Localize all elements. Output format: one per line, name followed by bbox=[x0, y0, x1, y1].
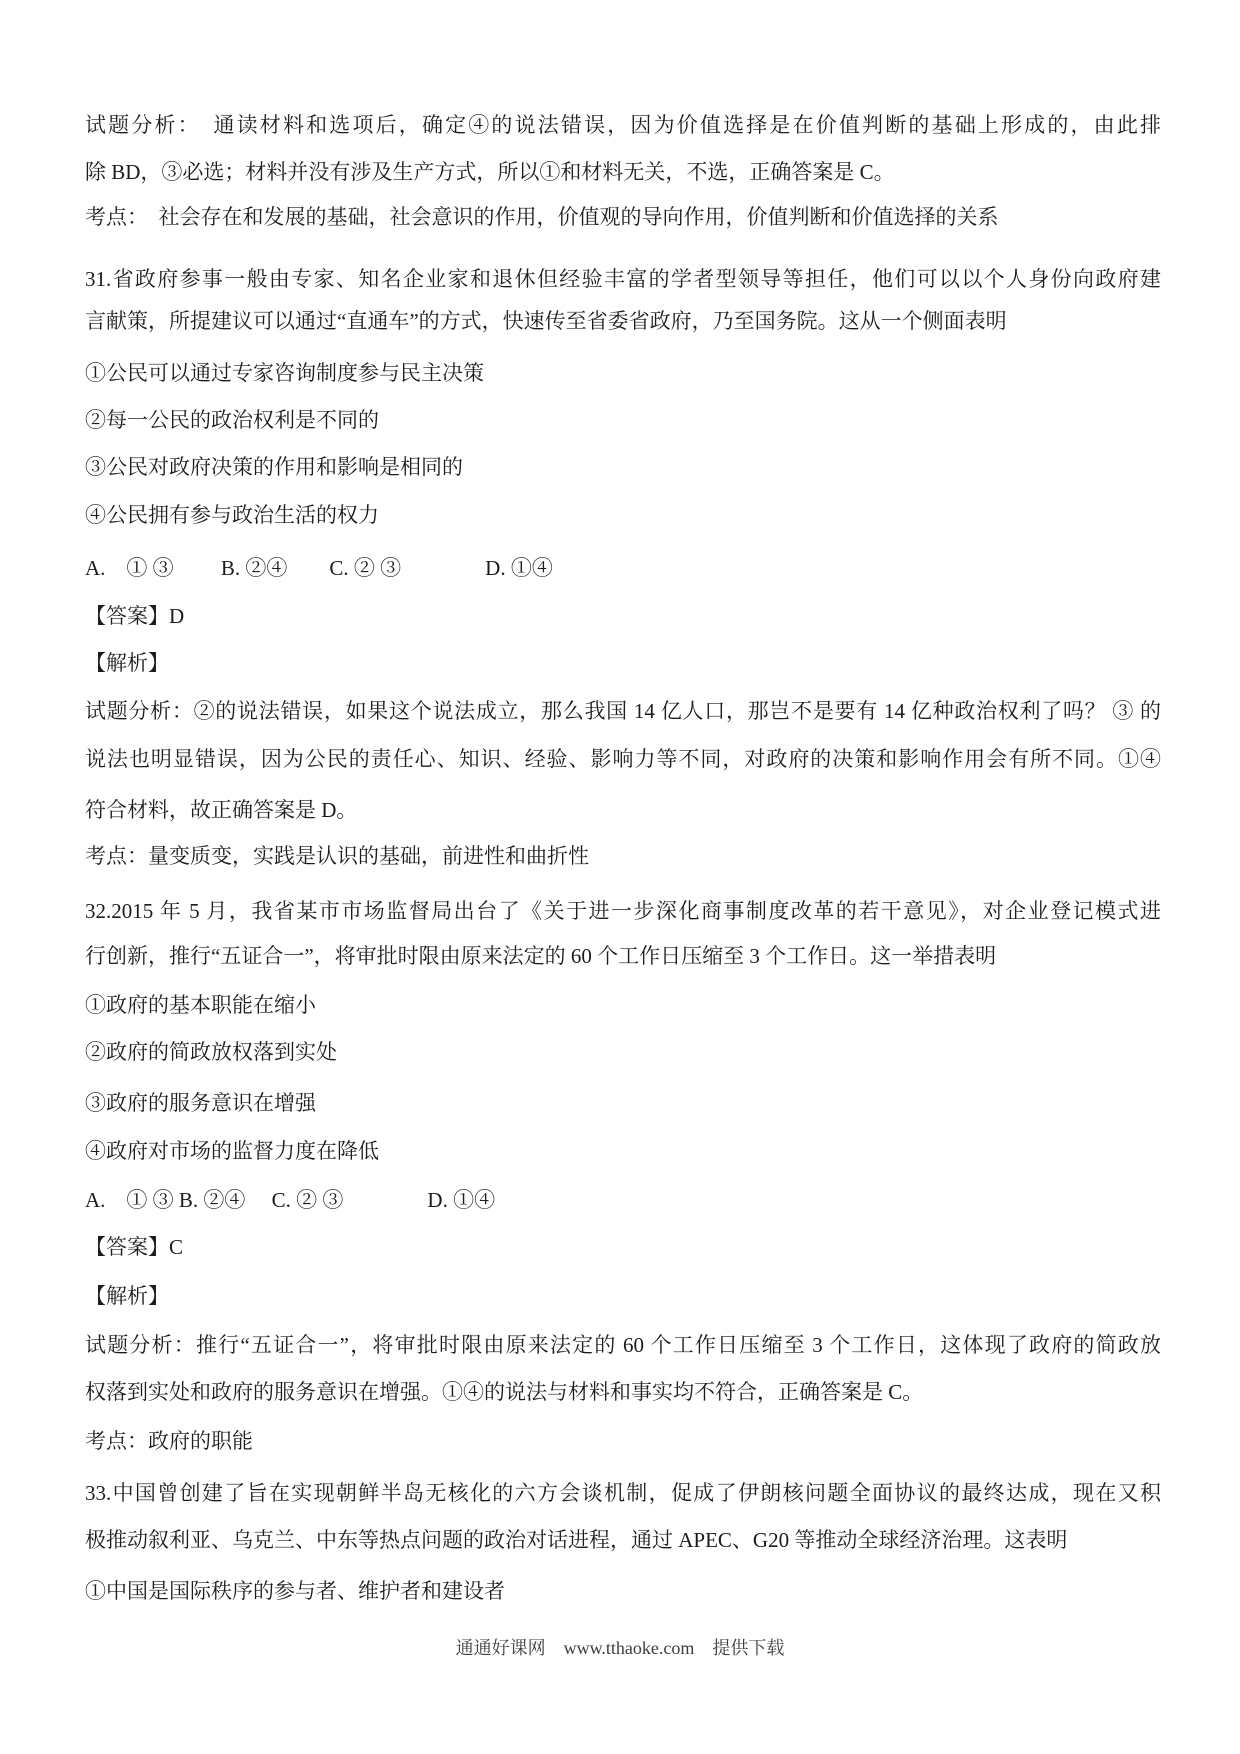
q31-option-3: ③公民对政府决策的作用和影响是相同的 bbox=[85, 455, 463, 479]
q32-answer-line: 【答案】C bbox=[85, 1235, 184, 1259]
q32-analysis-label: 【解析】 bbox=[85, 1284, 169, 1308]
q31-option-2: ②每一公民的政治权利是不同的 bbox=[85, 408, 379, 432]
q32-analysis-line-2: 权落到实处和政府的服务意识在增强。①④的说法与材料和事实均不符合，正确答案是 C。 bbox=[85, 1380, 924, 1404]
q31-stem-line-2: 言献策，所提建议可以通过“直通车”的方式，快速传至省委省政府，乃至国务院。这从一个侧面表明 bbox=[85, 309, 1007, 333]
q32-option-4: ④政府对市场的监督力度在降低 bbox=[85, 1139, 379, 1163]
q32-stem-line-1: 32.2015 年 5 月，我省某市市场监督局出台了《关于进一步深化商事制度改革的若干意见》，对企业登记模式进 bbox=[85, 899, 1161, 923]
q32-analysis-line-1: 试题分析：推行“五证合一”，将审批时限由原来法定的 60 个工作日压缩至 3 个工作日，这体现了政府的简政放 bbox=[85, 1333, 1161, 1357]
q30-analysis-line-2: 除 BD，③必选；材料并没有涉及生产方式，所以①和材料无关，不选，正确答案是 C。 bbox=[85, 160, 895, 184]
q32-focus-line: 考点：政府的职能 bbox=[85, 1429, 253, 1453]
q31-analysis-line-1: 试题分析：②的说法错误，如果这个说法成立，那么我国 14 亿人口，那岂不是要有 14 亿种政治权利了吗？ ③ 的 bbox=[85, 699, 1161, 723]
q31-focus-line: 考点：量变质变，实践是认识的基础，前进性和曲折性 bbox=[85, 844, 589, 868]
q31-option-4: ④公民拥有参与政治生活的权力 bbox=[85, 503, 379, 527]
q30-analysis-line-1: 试题分析： 通读材料和选项后，确定④的说法错误，因为价值选择是在价值判断的基础上形成的，由此排 bbox=[85, 113, 1161, 137]
q31-analysis-label: 【解析】 bbox=[85, 651, 169, 675]
q31-answer-line: 【答案】D bbox=[85, 604, 185, 628]
q31-option-1: ①公民可以通过专家咨询制度参与民主决策 bbox=[85, 361, 484, 385]
q33-option-1: ①中国是国际秩序的参与者、维护者和建设者 bbox=[85, 1579, 505, 1603]
q33-stem-line-1: 33.中国曾创建了旨在实现朝鲜半岛无核化的六方会谈机制，促成了伊朗核问题全面协议的最终达成，现在又积 bbox=[85, 1481, 1161, 1505]
q32-option-2: ②政府的简政放权落到实处 bbox=[85, 1040, 337, 1064]
q31-analysis-line-2: 说法也明显错误，因为公民的责任心、知识、经验、影响力等不同，对政府的决策和影响作用会有所不同。①④ bbox=[85, 747, 1161, 771]
q31-choices-line: A. ① ③ B. ②④ C. ② ③ D. ①④ bbox=[85, 556, 553, 580]
q32-option-1: ①政府的基本职能在缩小 bbox=[85, 993, 316, 1017]
q31-analysis-line-3: 符合材料，故正确答案是 D。 bbox=[85, 798, 358, 822]
q32-option-3: ③政府的服务意识在增强 bbox=[85, 1091, 316, 1115]
q32-stem-line-2: 行创新，推行“五证合一”，将审批时限由原来法定的 60 个工作日压缩至 3 个工作日。这一举措表明 bbox=[85, 944, 997, 968]
footer-watermark: 通通好课网 www.tthaoke.com 提供下载 bbox=[455, 1638, 785, 1658]
q32-choices-line: A. ① ③ B. ②④ C. ② ③ D. ①④ bbox=[85, 1188, 496, 1212]
q33-stem-line-2: 极推动叙利亚、乌克兰、中东等热点问题的政治对话进程，通过 APEC、G20 等推动全球经济治理。这表明 bbox=[85, 1528, 1068, 1552]
q30-focus-line: 考点： 社会存在和发展的基础，社会意识的作用，价值观的导向作用，价值判断和价值选择的关系 bbox=[85, 205, 999, 229]
q31-stem-line-1: 31.省政府参事一般由专家、知名企业家和退休但经验丰富的学者型领导等担任，他们可以以个人身份向政府建 bbox=[85, 267, 1161, 291]
